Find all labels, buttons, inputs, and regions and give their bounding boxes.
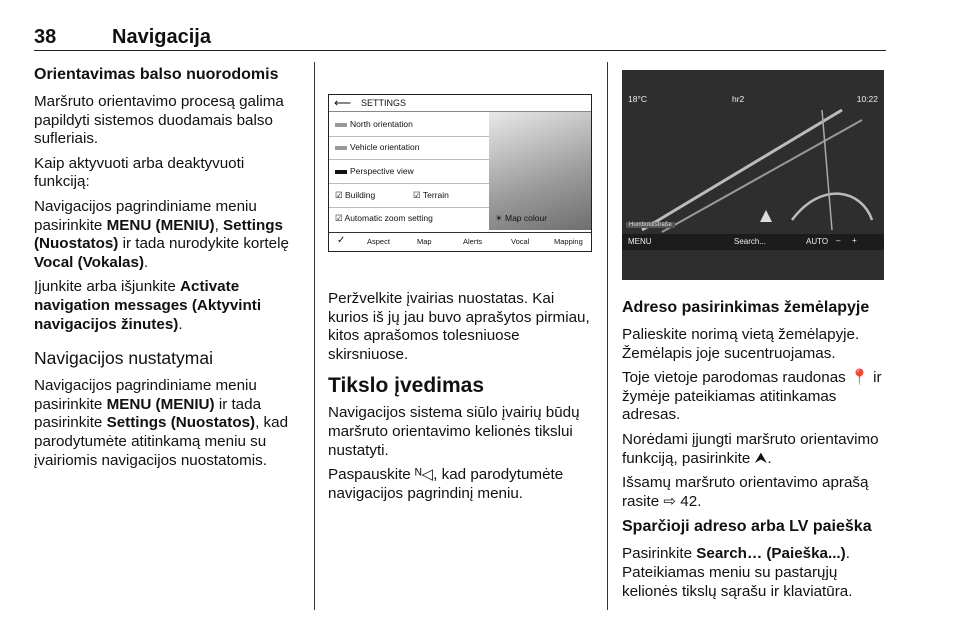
paragraph: Norėdami įjungti maršruto orientavimo funkciją, pasirinkite ⮝. bbox=[622, 430, 879, 467]
check-icon[interactable]: ✓ bbox=[337, 235, 346, 246]
checkbox-icon: ☑ bbox=[335, 213, 343, 223]
tab-vocal[interactable]: Vocal bbox=[511, 237, 530, 246]
header-rule bbox=[34, 50, 886, 51]
arrow-left-icon[interactable]: ⟵ bbox=[334, 96, 352, 110]
paragraph: Kaip aktyvuoti arba deaktyvuoti funkciją: bbox=[34, 154, 245, 191]
page-title: Navigacija bbox=[112, 26, 211, 48]
map-colour[interactable]: ☀ Map colour bbox=[495, 213, 548, 223]
divider bbox=[329, 136, 489, 137]
check-terrain[interactable]: ☑ Terrain bbox=[413, 190, 449, 200]
paragraph: Navigacijos pagrindiniame meniu pasirinkite MENU (MENIU) ir tada pasirinkite Settings (Nuostatos), kad parodytumėte atitinkamą meniu su įvairiomis navigacijos nuostatomis. bbox=[34, 377, 289, 469]
checkbox-icon: ☑ bbox=[413, 190, 421, 200]
search-button[interactable]: Search... bbox=[734, 237, 767, 246]
page-number: 38 bbox=[34, 26, 57, 48]
paragraph: Peržvelkite įvairias nuostatas. Kai kurios iš jų jau buvo aprašytos pirmiau, kitos aprašomos tolesniuose skirsniuose. bbox=[328, 290, 590, 363]
tab-aspect[interactable]: Aspect bbox=[367, 237, 390, 246]
column-left bbox=[34, 64, 296, 476]
tab-map[interactable]: Map bbox=[417, 237, 432, 246]
option-perspective[interactable]: Perspective view bbox=[335, 166, 414, 178]
auto-zoom-button[interactable]: AUTO bbox=[806, 237, 829, 246]
section-heading: Navigacijos nustatymai bbox=[34, 348, 213, 369]
paragraph: Navigacijos pagrindiniame meniu pasirinkite MENU (MENIU), Settings (Nuostatos) ir tada nurodykite kortelę Vocal (Vokalas). bbox=[34, 197, 289, 271]
paragraph: Palieskite norimą vietą žemėlapyje. Žemėlapis joje sucentruojamas. bbox=[622, 326, 860, 362]
settings-tabs bbox=[329, 232, 591, 251]
settings-title: SETTINGS bbox=[361, 98, 407, 108]
clock: 10:22 bbox=[856, 94, 878, 104]
paragraph: Pasirinkite Search… (Paieška...). Pateikiamas meniu su pastarųjų kelionės tikslų sąrašu ir klaviatūra. bbox=[622, 545, 853, 600]
zoom-out-button[interactable]: – bbox=[836, 236, 841, 245]
paragraph: Navigacijos sistema siūlo įvairių būdų maršruto orientavimo kelionės tikslui nustatyti. bbox=[328, 404, 580, 459]
divider bbox=[329, 207, 489, 208]
section-heading: Tikslo įvedimas bbox=[328, 374, 485, 398]
check-autozoom[interactable]: ☑ Automatic zoom setting bbox=[335, 213, 433, 223]
option-north[interactable]: North orientation bbox=[335, 119, 413, 131]
temperature: 18°C bbox=[628, 94, 647, 104]
map-screen-figure bbox=[622, 70, 884, 280]
column-right bbox=[622, 294, 890, 607]
street-label: Humboldtstraße bbox=[626, 222, 675, 228]
page-header bbox=[34, 26, 886, 50]
paragraph: Toje vietoje parodomas raudonas 📍 ir žymėje pateikiamas atitinkamas adresas. bbox=[622, 369, 882, 424]
section-heading: Orientavimas balso nuorodomis bbox=[34, 66, 279, 83]
paragraph: Įjunkite arba išjunkite Activate navigation messages (Aktyvinti navigacijos žinutes). bbox=[34, 278, 262, 333]
paragraph: Išsamų maršruto orientavimo aprašą rasite ⇨ 42. bbox=[622, 474, 869, 510]
section-heading: Sparčioji adreso arba LV paieška bbox=[622, 518, 872, 536]
sun-icon: ☀ bbox=[495, 213, 503, 223]
paragraph: Paspauskite ᴺ◁, kad parodytumėte navigacijos pagrindinį meniu. bbox=[328, 466, 564, 502]
check-building[interactable]: ☑ Building bbox=[335, 190, 376, 200]
settings-topbar bbox=[329, 95, 591, 112]
tab-mapping[interactable]: Mapping bbox=[554, 237, 583, 246]
status-unit: hr2 bbox=[732, 94, 745, 104]
paragraph: Maršruto orientavimo procesą galima papildyti sistemos duodamais balso sufleriais. bbox=[34, 93, 284, 148]
column-middle bbox=[328, 290, 598, 509]
divider bbox=[329, 159, 489, 160]
checkbox-icon: ☑ bbox=[335, 190, 343, 200]
divider bbox=[329, 183, 489, 184]
option-vehicle[interactable]: Vehicle orientation bbox=[335, 142, 419, 154]
column-divider bbox=[607, 62, 608, 610]
section-heading: Adreso pasirinkimas žemėlapyje bbox=[622, 299, 870, 316]
column-divider bbox=[314, 62, 315, 610]
tab-alerts[interactable]: Alerts bbox=[463, 237, 483, 246]
menu-button[interactable]: MENU bbox=[628, 237, 652, 246]
settings-screen-figure bbox=[328, 94, 592, 252]
map-bottombar bbox=[622, 234, 884, 250]
zoom-in-button[interactable]: + bbox=[852, 236, 857, 245]
